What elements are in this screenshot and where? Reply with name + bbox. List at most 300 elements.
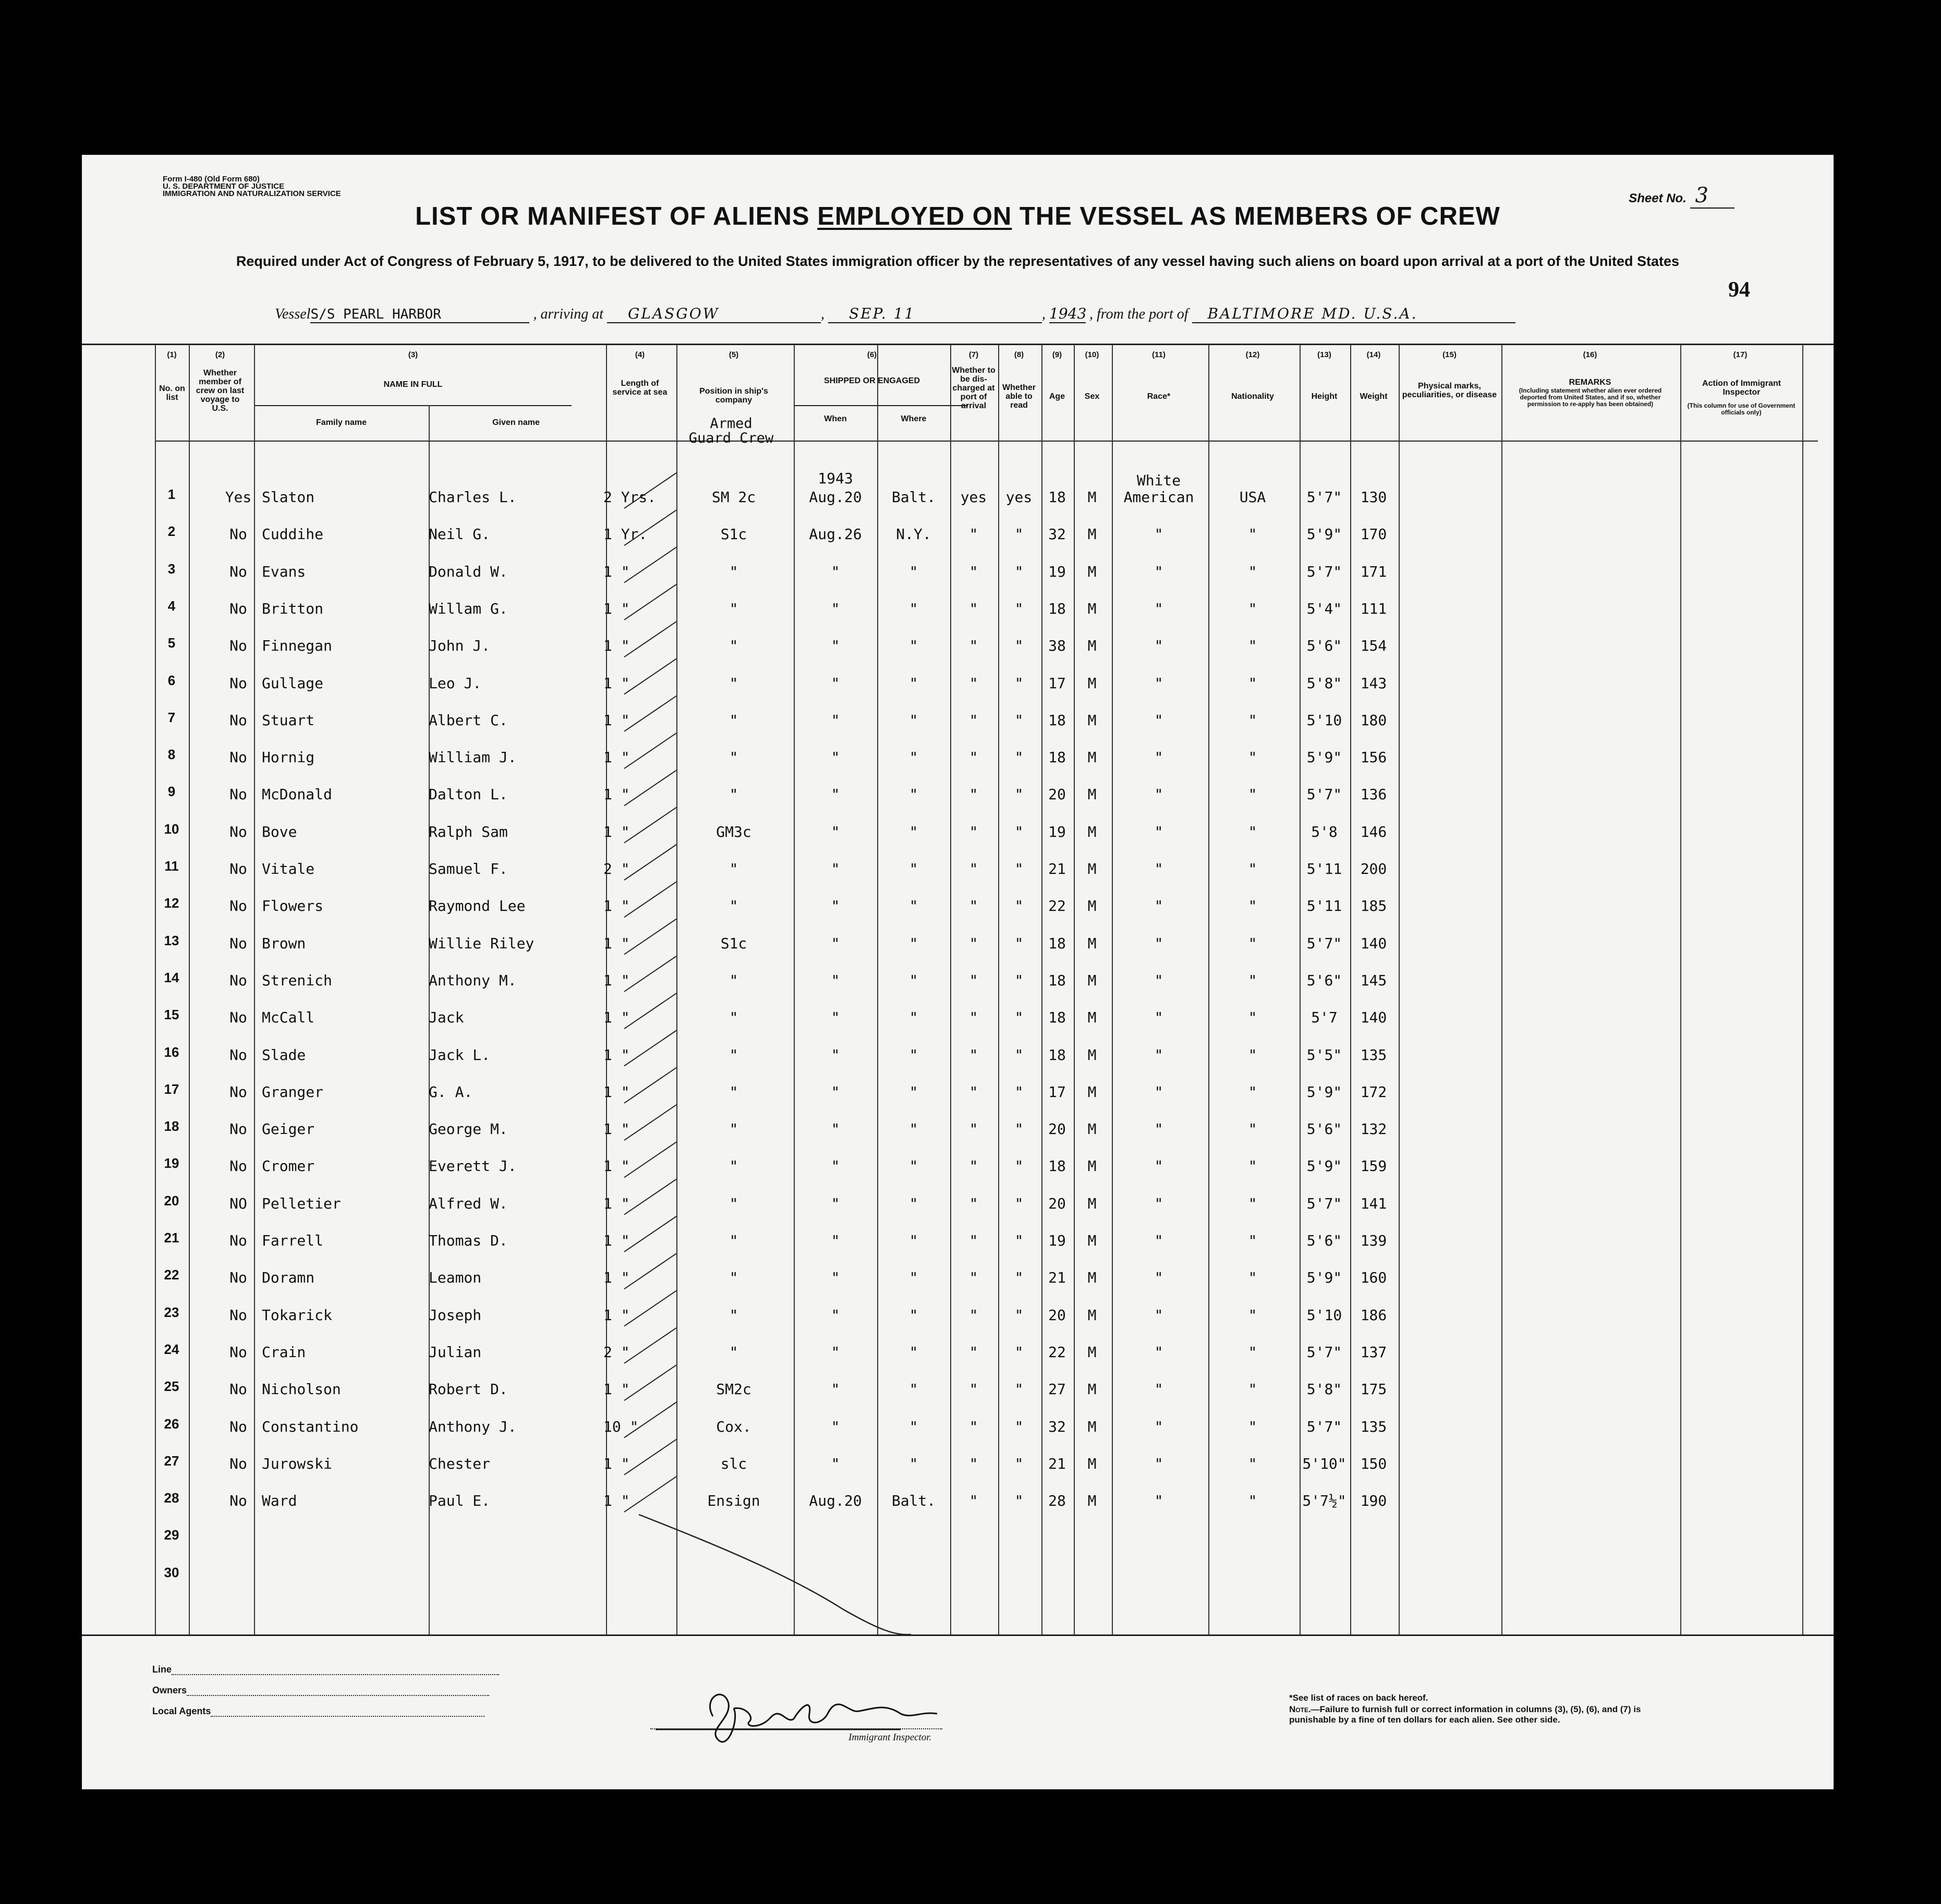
position-cell: "	[729, 600, 738, 617]
sex-cell: M	[1087, 1269, 1097, 1287]
family-name-cell: Finnegan	[262, 637, 332, 655]
weight-cell: 136	[1360, 786, 1387, 803]
service-tick-mark	[624, 1068, 676, 1103]
shipped-when-cell: "	[831, 897, 840, 915]
discharged-cell: "	[969, 1418, 978, 1435]
nationality-cell: "	[1248, 860, 1257, 877]
service-length-cell: 1 "	[603, 1083, 630, 1101]
service-tick-mark	[624, 696, 676, 731]
sex-cell: M	[1087, 1343, 1097, 1361]
weight-cell: 146	[1360, 823, 1387, 840]
family-name-cell: Crain	[262, 1343, 306, 1361]
nationality-cell: "	[1248, 674, 1257, 692]
height-cell: 5'6"	[1306, 637, 1342, 655]
given-name-cell: Willam G.	[429, 600, 508, 617]
weight-cell: 141	[1360, 1194, 1387, 1212]
nationality-cell: "	[1248, 1269, 1257, 1287]
shipped-when-cell: "	[831, 934, 840, 952]
sex-cell: M	[1087, 823, 1097, 840]
able-to-read-cell: "	[1014, 563, 1024, 580]
age-cell: 22	[1048, 1343, 1066, 1361]
position-cell: SM2c	[716, 1381, 751, 1398]
discharged-cell: "	[969, 1269, 978, 1287]
form-number: Form I-480 (Old Form 680)	[163, 175, 260, 184]
race-cell: "	[1154, 600, 1163, 617]
race-cell: "	[1154, 1194, 1163, 1212]
sex-cell: M	[1087, 600, 1097, 617]
service-tick-mark	[624, 845, 676, 880]
height-cell: 5'6"	[1306, 1232, 1342, 1249]
shipped-where-cell: "	[909, 1120, 918, 1138]
col2-number: (2)	[215, 350, 225, 359]
penalty-note: Note.—Failure to furnish full or correct information in columns (3), (5), (6), and (7) is punishable by a fine of ten dollars for each alien. See other side.	[1289, 1704, 1641, 1725]
prev-voyage-cell: No	[229, 1083, 247, 1101]
race-cell: "	[1154, 1232, 1163, 1249]
shipped-where-cell: "	[909, 749, 918, 766]
service-length-cell: 1 "	[603, 637, 630, 655]
prev-voyage-cell: No	[229, 1120, 247, 1138]
shipped-when-cell: "	[831, 1120, 840, 1138]
sex-cell: M	[1087, 1194, 1097, 1212]
given-name-cell: Donald W.	[429, 563, 508, 580]
discharged-cell: "	[969, 823, 978, 840]
position-cell: S1c	[720, 934, 747, 952]
shipped-when-cell: "	[831, 1009, 840, 1027]
discharged-cell: "	[969, 860, 978, 877]
service-length-cell: 1 "	[603, 1232, 630, 1249]
given-name-cell: Raymond Lee	[429, 897, 526, 915]
height-cell: 5'7"	[1306, 1418, 1342, 1435]
nationality-cell: "	[1248, 1418, 1257, 1435]
able-to-read-cell: "	[1014, 600, 1024, 617]
height-cell: 5'6"	[1306, 971, 1342, 989]
service-length-cell: 1 "	[603, 1306, 630, 1324]
discharged-cell: "	[969, 971, 978, 989]
position-cell: "	[729, 1009, 738, 1027]
row-number: 25	[164, 1378, 179, 1395]
shipped-when-cell: "	[831, 1306, 840, 1324]
position-cell: "	[729, 563, 738, 580]
sex-cell: M	[1087, 526, 1097, 543]
row-number: 24	[164, 1341, 179, 1357]
service-tick-mark	[624, 1179, 676, 1215]
service-length-cell: 1 "	[603, 749, 630, 766]
sex-cell: M	[1087, 1083, 1097, 1101]
height-cell: 5'7	[1311, 1009, 1338, 1027]
weight-cell: 139	[1360, 1232, 1387, 1249]
col6-header: SHIPPED OR ENGAGED	[823, 376, 920, 385]
nationality-cell: "	[1248, 823, 1257, 840]
when-header: When	[824, 414, 847, 423]
prev-voyage-cell: No	[229, 971, 247, 989]
shipped-where-cell: "	[909, 1381, 918, 1398]
prev-voyage-cell: No	[229, 1381, 247, 1398]
row-number: 30	[164, 1564, 179, 1580]
service-tick-mark	[624, 993, 676, 1029]
position-cell: "	[729, 1120, 738, 1138]
col5-number: (5)	[729, 350, 739, 359]
prev-voyage-cell: No	[229, 1157, 247, 1175]
prev-voyage-cell: No	[229, 823, 247, 840]
age-cell: 27	[1048, 1381, 1066, 1398]
row-number: 27	[164, 1453, 179, 1469]
height-cell: 5'10	[1306, 1306, 1342, 1324]
prev-voyage-cell: No	[229, 1269, 247, 1287]
sex-cell: M	[1087, 897, 1097, 915]
row-number: 12	[164, 895, 179, 911]
shipped-when-cell: "	[831, 749, 840, 766]
given-name-cell: George M.	[429, 1120, 508, 1138]
height-cell: 5'8"	[1306, 1381, 1342, 1398]
shipped-when-cell: "	[831, 1269, 840, 1287]
race-cell: "	[1154, 786, 1163, 803]
age-cell: 18	[1048, 1157, 1066, 1175]
position-cell: "	[729, 860, 738, 877]
able-to-read-cell: "	[1014, 1046, 1024, 1064]
position-cell: "	[729, 897, 738, 915]
age-cell: 20	[1048, 1194, 1066, 1212]
height-cell: 5'7"	[1306, 1194, 1342, 1212]
shipped-where-cell: "	[909, 1418, 918, 1435]
given-name-cell: Jack L.	[429, 1046, 491, 1064]
given-name-cell: Dalton L.	[429, 786, 508, 803]
shipped-when-cell: Aug.20	[809, 489, 862, 506]
discharged-cell: "	[969, 1009, 978, 1027]
race-cell: American	[1123, 489, 1194, 506]
age-cell: 20	[1048, 1306, 1066, 1324]
col6-number: (6)	[867, 350, 877, 359]
given-name-cell: Ralph Sam	[429, 823, 508, 840]
position-cell: S1c	[720, 526, 747, 543]
service-length-cell: 1 "	[603, 1194, 630, 1212]
arrival-year: 1943	[1049, 305, 1087, 322]
race-cell: "	[1154, 1157, 1163, 1175]
service-length-cell: 1 "	[603, 971, 630, 989]
race-cell-line1: White	[1136, 472, 1181, 489]
shipped-when-cell: "	[831, 1157, 840, 1175]
weight-cell: 160	[1360, 1269, 1387, 1287]
armed-guard-crew-note: Armed Guard Crew	[688, 416, 774, 446]
shipped-when-cell: Aug.26	[809, 526, 862, 543]
service-tick-mark	[624, 1291, 676, 1326]
discharged-cell: "	[969, 1157, 978, 1175]
service-tick-mark	[624, 733, 676, 768]
shipped-when-cell: Aug.20	[809, 1492, 862, 1510]
where-header: Where	[901, 414, 927, 423]
height-cell: 5'9"	[1306, 1269, 1342, 1287]
prev-voyage-cell: Yes	[225, 489, 252, 506]
col14-header: Weight	[1360, 392, 1388, 401]
position-cell: GM3c	[716, 823, 751, 840]
col4-number: (4)	[635, 350, 645, 359]
discharged-cell: "	[969, 600, 978, 617]
weight-cell: 140	[1360, 934, 1387, 952]
family-name-cell: Constantino	[262, 1418, 359, 1435]
nationality-cell: "	[1248, 1455, 1257, 1472]
service-tick-mark	[624, 1365, 676, 1400]
service-tick-mark	[624, 1105, 676, 1140]
prev-voyage-cell: No	[229, 860, 247, 877]
race-cell: "	[1154, 674, 1163, 692]
weight-cell: 140	[1360, 1009, 1387, 1027]
shipped-where-cell: "	[909, 1157, 918, 1175]
age-cell: 21	[1048, 860, 1066, 877]
weight-cell: 130	[1360, 489, 1387, 506]
age-cell: 19	[1048, 1232, 1066, 1249]
able-to-read-cell: "	[1014, 1455, 1024, 1472]
col8-number: (8)	[1014, 350, 1024, 359]
discharged-cell: "	[969, 1232, 978, 1249]
position-cell: "	[729, 1306, 738, 1324]
given-name-cell: Alfred W.	[429, 1194, 508, 1212]
sex-cell: M	[1087, 1381, 1097, 1398]
row-number: 1	[167, 486, 176, 502]
race-cell: "	[1154, 1083, 1163, 1101]
race-note: *See list of races on back hereof.	[1289, 1693, 1428, 1703]
service-tick-mark	[624, 882, 676, 917]
sex-cell: M	[1087, 971, 1097, 989]
weight-cell: 145	[1360, 971, 1387, 989]
race-cell: "	[1154, 1046, 1163, 1064]
inspector-signature-line	[650, 1728, 942, 1729]
row-number: 8	[167, 747, 176, 763]
from-label: , from the port of	[1089, 306, 1188, 322]
weight-cell: 143	[1360, 674, 1387, 692]
shipped-when-cell: "	[831, 1083, 840, 1101]
able-to-read-cell: "	[1014, 934, 1024, 952]
nationality-cell: "	[1248, 934, 1257, 952]
page-subtitle: Required under Act of Congress of February 5, 1917, to be delivered to the United States immigration officer by the representatives of any vessel having such aliens on board upon arrival at a port of the United States	[236, 253, 1680, 269]
shipped-when-cell: "	[831, 786, 840, 803]
nationality-cell: "	[1248, 637, 1257, 655]
weight-cell: 111	[1360, 600, 1387, 617]
sex-cell: M	[1087, 1306, 1097, 1324]
able-to-read-cell: "	[1014, 897, 1024, 915]
col2-header: Whether member of crew on last voyage to U.S.	[196, 369, 245, 413]
shipped-where-cell: "	[909, 1306, 918, 1324]
nationality-cell: "	[1248, 749, 1257, 766]
given-name-cell: Anthony J.	[429, 1418, 517, 1435]
weight-cell: 135	[1360, 1046, 1387, 1064]
row-number: 6	[167, 672, 176, 688]
family-name-cell: Strenich	[262, 971, 332, 989]
able-to-read-cell: "	[1014, 1232, 1024, 1249]
line-label: Line	[152, 1664, 499, 1675]
family-name-cell: Slaton	[262, 489, 315, 506]
discharged-cell: "	[969, 563, 978, 580]
col17-number: (17)	[1733, 350, 1748, 359]
given-name-header: Given name	[492, 418, 540, 427]
given-name-cell: Julian	[429, 1343, 482, 1361]
departure-port: BALTIMORE MD. U.S.A.	[1192, 305, 1515, 323]
weight-cell: 186	[1360, 1306, 1387, 1324]
prev-voyage-cell: No	[229, 897, 247, 915]
row-number: 13	[164, 932, 179, 948]
age-cell: 18	[1048, 489, 1066, 506]
service-tick-mark	[624, 919, 676, 955]
nationality-cell: "	[1248, 600, 1257, 617]
col15-number: (15)	[1442, 350, 1457, 359]
shipped-where-cell: "	[909, 897, 918, 915]
voyage-line: VesselS/S PEARL HARBOR , arriving at GLASGOW , SEP. 11 , 1943 , from the port of BALTIMORE MD. U.S.A.	[275, 305, 1515, 323]
height-cell: 5'7½"	[1302, 1492, 1346, 1510]
service-tick-mark	[624, 1439, 676, 1475]
shipped-when-cell: "	[831, 563, 840, 580]
shipped-when-cell: "	[831, 1232, 840, 1249]
race-cell: "	[1154, 1269, 1163, 1287]
age-cell: 20	[1048, 786, 1066, 803]
row-number: 29	[164, 1527, 179, 1543]
weight-cell: 132	[1360, 1120, 1387, 1138]
position-cell: "	[729, 1269, 738, 1287]
service-tick-mark	[624, 584, 676, 620]
service-length-cell: 1 "	[603, 823, 630, 840]
service-tick-mark	[624, 1253, 676, 1289]
height-cell: 5'9"	[1306, 526, 1342, 543]
sex-cell: M	[1087, 563, 1097, 580]
service-tick-mark	[624, 473, 676, 508]
col3-header: NAME IN FULL	[383, 380, 443, 389]
discharged-cell: "	[969, 1046, 978, 1064]
family-name-header: Family name	[316, 418, 367, 427]
prev-voyage-cell: No	[229, 563, 247, 580]
given-name-cell: Leo J.	[429, 674, 482, 692]
shipped-where-cell: "	[909, 1343, 918, 1361]
col5-header: Position in ship's company	[699, 387, 768, 405]
family-name-cell: Vitale	[262, 860, 315, 877]
race-cell: "	[1154, 1120, 1163, 1138]
shipped-where-cell: Balt.	[891, 489, 936, 506]
service-length-cell: 2 Yrs.	[603, 489, 657, 506]
family-name-cell: Britton	[262, 600, 324, 617]
position-cell: "	[729, 786, 738, 803]
shipped-where-cell: "	[909, 1232, 918, 1249]
discharged-cell: "	[969, 1306, 978, 1324]
able-to-read-cell: "	[1014, 1343, 1024, 1361]
age-cell: 38	[1048, 637, 1066, 655]
family-name-cell: Farrell	[262, 1232, 324, 1249]
shipped-where-cell: "	[909, 823, 918, 840]
discharged-cell: "	[969, 1083, 978, 1101]
able-to-read-cell: "	[1014, 526, 1024, 543]
age-cell: 19	[1048, 823, 1066, 840]
shipped-where-cell: "	[909, 1269, 918, 1287]
nationality-cell: "	[1248, 786, 1257, 803]
shipped-where-cell: "	[909, 934, 918, 952]
service-tick-mark	[624, 808, 676, 843]
shipped-when-cell: "	[831, 1455, 840, 1472]
row-number: 15	[164, 1007, 179, 1023]
race-cell: "	[1154, 934, 1163, 952]
shipped-when-cell: "	[831, 1381, 840, 1398]
service-tick-mark	[624, 1216, 676, 1252]
given-name-cell: Joseph	[429, 1306, 482, 1324]
weight-cell: 180	[1360, 711, 1387, 729]
service-length-cell: 1 "	[603, 711, 630, 729]
weight-cell: 135	[1360, 1418, 1387, 1435]
age-cell: 22	[1048, 897, 1066, 915]
nationality-cell: "	[1248, 1194, 1257, 1212]
service-tick-mark	[624, 1476, 676, 1512]
row-number: 26	[164, 1415, 179, 1432]
row-number: 21	[164, 1230, 179, 1246]
shipped-where-cell: "	[909, 600, 918, 617]
given-name-cell: Jack	[429, 1009, 464, 1027]
able-to-read-cell: yes	[1005, 489, 1033, 506]
able-to-read-cell: "	[1014, 971, 1024, 989]
prev-voyage-cell: NO	[229, 1194, 247, 1212]
height-cell: 5'4"	[1306, 600, 1342, 617]
service-tick-mark	[624, 659, 676, 694]
height-cell: 5'7"	[1306, 563, 1342, 580]
discharged-cell: "	[969, 897, 978, 915]
family-name-cell: Slade	[262, 1046, 306, 1064]
service-length-cell: 1 Yr.	[603, 526, 648, 543]
able-to-read-cell: "	[1014, 1009, 1024, 1027]
col11-number: (11)	[1152, 350, 1166, 359]
nationality-cell: "	[1248, 1492, 1257, 1510]
sheet-label: Sheet No.	[1629, 191, 1687, 205]
local-agents-label: Local Agents	[152, 1706, 484, 1717]
service-name: IMMIGRATION AND NATURALIZATION SERVICE	[163, 189, 341, 198]
position-cell: Cox.	[716, 1418, 751, 1435]
discharged-cell: "	[969, 1455, 978, 1472]
race-cell: "	[1154, 1306, 1163, 1324]
shipped-when-cell: "	[831, 600, 840, 617]
position-cell: Ensign	[707, 1492, 760, 1510]
sheet-value: 3	[1690, 184, 1734, 209]
discharged-cell: "	[969, 526, 978, 543]
col3-number: (3)	[408, 350, 418, 359]
family-name-cell: Hornig	[262, 749, 315, 766]
race-cell: "	[1154, 1343, 1163, 1361]
service-tick-mark	[624, 1031, 676, 1066]
position-cell: "	[729, 1046, 738, 1064]
prev-voyage-cell: No	[229, 711, 247, 729]
row-number: 2	[167, 523, 176, 540]
position-cell: "	[729, 1194, 738, 1212]
service-length-cell: 1 "	[603, 563, 630, 580]
service-length-cell: 1 "	[603, 1120, 630, 1138]
sex-cell: M	[1087, 1157, 1097, 1175]
prev-voyage-cell: No	[229, 1232, 247, 1249]
given-name-cell: William J.	[429, 749, 517, 766]
sex-cell: M	[1087, 1232, 1097, 1249]
race-cell: "	[1154, 860, 1163, 877]
height-cell: 5'10"	[1302, 1455, 1346, 1472]
prev-voyage-cell: No	[229, 1009, 247, 1027]
height-cell: 5'8"	[1306, 674, 1342, 692]
weight-cell: 150	[1360, 1455, 1387, 1472]
nationality-cell: "	[1248, 971, 1257, 989]
prev-voyage-cell: No	[229, 1306, 247, 1324]
manifest-sheet	[82, 155, 1834, 1789]
col15-header: Physical marks, peculiarities, or disease	[1402, 382, 1497, 399]
discharged-cell: "	[969, 749, 978, 766]
discharged-cell: "	[969, 674, 978, 692]
arrival-date: SEP. 11	[828, 305, 1042, 323]
weight-cell: 185	[1360, 897, 1387, 915]
position-cell: SM 2c	[711, 489, 756, 506]
race-cell: "	[1154, 1381, 1163, 1398]
col16-number: (16)	[1583, 350, 1597, 359]
service-length-cell: 1 "	[603, 1046, 630, 1064]
sex-cell: M	[1087, 637, 1097, 655]
able-to-read-cell: "	[1014, 1381, 1024, 1398]
shipped-when-cell: "	[831, 711, 840, 729]
sex-cell: M	[1087, 1418, 1097, 1435]
shipped-when-cell: "	[831, 823, 840, 840]
